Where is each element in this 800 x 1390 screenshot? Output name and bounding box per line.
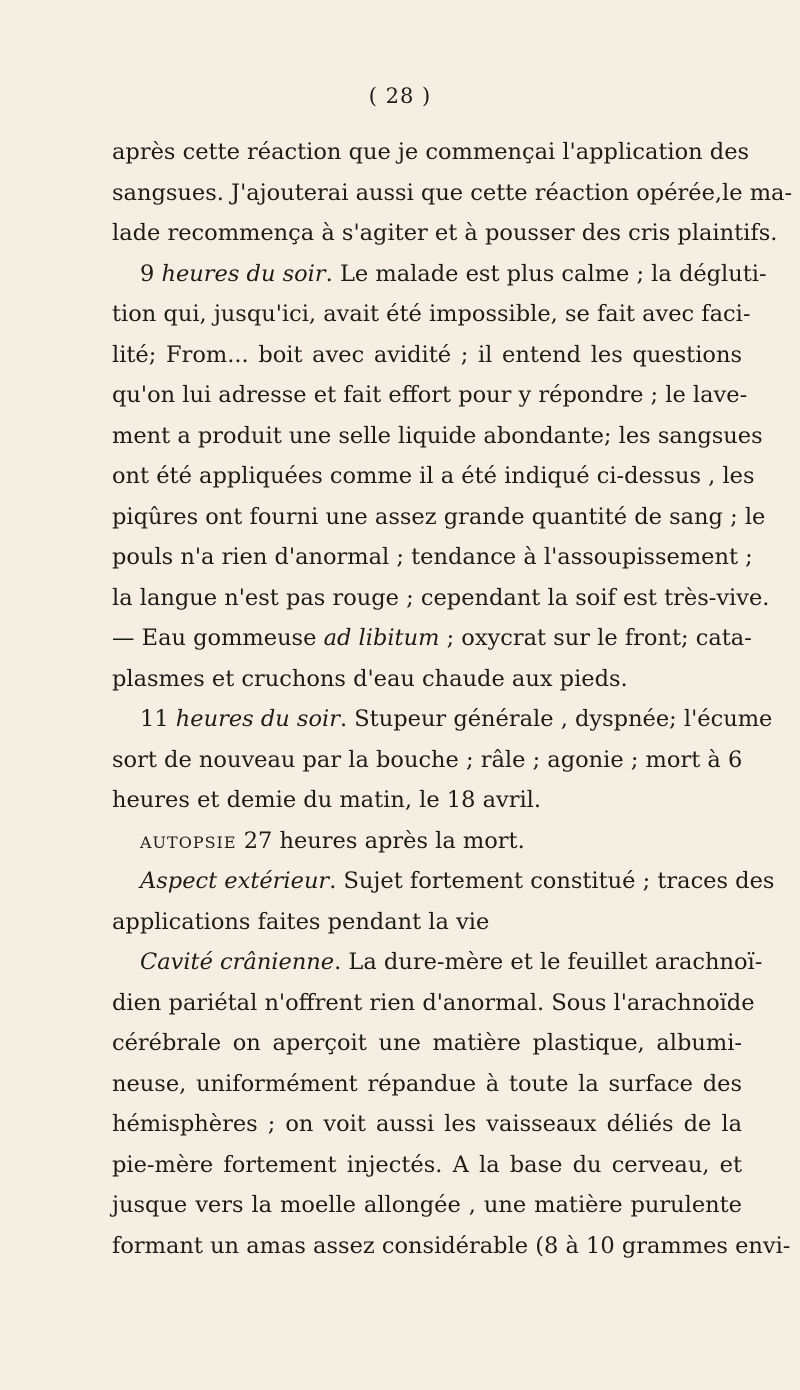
italic-text: heures du soir	[161, 260, 326, 287]
text-line	[112, 942, 763, 983]
text-run: applications faites pendant la vie	[112, 908, 490, 935]
text-line	[112, 1104, 742, 1145]
text-run: ont été appliquées comme il a été indiqué ci-dessus , les	[112, 463, 755, 489]
text-run: tion qui, jusqu'ici, avait été impossible, se fait avec faci-	[112, 301, 751, 327]
text-run: ment a produit une selle liquide abondante; les sangsues	[112, 422, 763, 449]
text-run: la langue n'est pas rouge ; cependant la soif est très-vive.	[112, 584, 770, 611]
text-run: pie-mère fortement injectés. A la base du cerveau, et	[112, 1151, 742, 1178]
text-line	[112, 821, 742, 862]
text-run: 11	[140, 706, 176, 732]
text-line	[112, 375, 748, 416]
text-run: — Eau gommeuse	[112, 625, 324, 651]
text-run: lité; From... boit avec avidité ; il entend les questions	[112, 341, 742, 368]
italic-text: heures du soir	[175, 706, 340, 732]
text-run: dien pariétal n'offrent rien d'anormal. Sous l'arachnoïde	[112, 989, 755, 1016]
text-line	[112, 1064, 742, 1105]
text-run: . Sujet fortement constitué ; traces des	[329, 868, 775, 894]
text-line	[112, 173, 793, 214]
text-line	[112, 618, 752, 659]
text-run: après cette réaction que je commençai l'application des	[112, 139, 750, 165]
italic-text: Cavité crânienne	[140, 949, 335, 975]
text-line	[112, 213, 778, 254]
text-run: hémisphères ; on voit aussi les vaisseaux déliés de la	[112, 1111, 742, 1137]
text-run: piqûres ont fourni une assez grande quantité de sang ; le	[112, 503, 766, 530]
text-run: cérébrale on aperçoit une matière plastique, albumi-	[112, 1030, 742, 1056]
text-line	[112, 497, 766, 538]
text-run: qu'on lui adresse et fait effort pour y répondre ; le lave-	[112, 382, 748, 408]
text-line	[112, 861, 775, 902]
text-run: 27 heures après la mort.	[236, 827, 525, 854]
text-line	[112, 1185, 742, 1226]
text-run: sangsues. J'ajouterai aussi que cette réaction opérée,le ma-	[112, 179, 793, 206]
page-number: ( 28 )	[368, 84, 432, 108]
text-line	[112, 578, 770, 619]
text-run: neuse, uniformément répandue à toute la surface des	[112, 1070, 742, 1097]
text-line	[112, 699, 773, 740]
text-line	[112, 254, 767, 295]
text-run: . Stupeur générale , dyspnée; l'écume	[339, 706, 773, 732]
text-run: lade recommença à s'agiter et à pousser des cris plaintifs.	[112, 220, 778, 246]
body-text	[112, 132, 793, 1266]
text-run: plasmes et cruchons d'eau chaude aux pieds.	[112, 665, 628, 692]
text-line	[112, 416, 763, 457]
text-line	[112, 537, 753, 578]
text-run: pouls n'a rien d'anormal ; tendance à l'assoupissement ;	[112, 544, 753, 570]
text-line	[112, 983, 755, 1024]
text-run: ; oxycrat sur le front; cata-	[439, 625, 752, 651]
text-line	[112, 456, 755, 497]
text-line	[112, 659, 742, 700]
text-line	[112, 902, 742, 943]
text-line	[112, 335, 742, 376]
italic-text: ad libitum	[323, 625, 440, 651]
text-line	[112, 740, 742, 781]
text-line	[112, 132, 750, 173]
text-line	[112, 1023, 742, 1064]
text-run: sort de nouveau par la bouche ; râle ; agonie ; mort à 6	[112, 746, 743, 773]
text-run: . Le malade est plus calme ; la dégluti-	[325, 260, 767, 287]
text-run: jusque vers la moelle allongée , une matière purulente	[112, 1192, 742, 1218]
text-run: formant un amas assez considérable (8 à 10 grammes envi-	[112, 1232, 791, 1259]
text-line	[112, 1226, 791, 1267]
italic-text: Aspect extérieur	[140, 868, 330, 894]
text-line	[112, 1145, 742, 1186]
text-run: . La dure-mère et le feuillet arachnoï-	[334, 949, 763, 975]
small-caps-heading: autopsie	[140, 827, 237, 854]
text-run: 9	[140, 260, 162, 287]
text-run: heures et demie du matin, le 18 avril.	[112, 787, 541, 813]
text-line	[112, 294, 751, 335]
text-line	[112, 780, 742, 821]
